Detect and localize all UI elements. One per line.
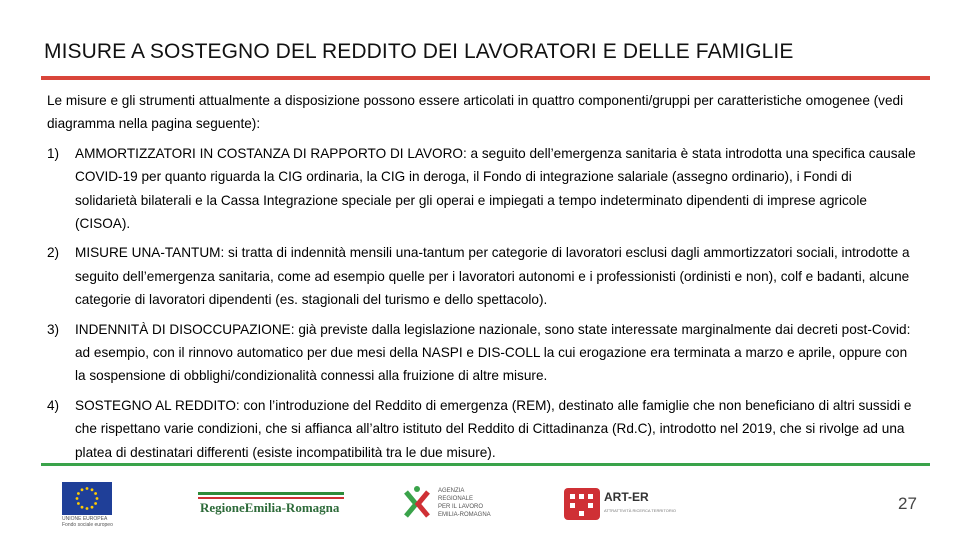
arter-logo-text: ART-ER: [604, 490, 649, 504]
art-er-logo: [564, 484, 676, 524]
agenzia-lavoro-logo: [402, 484, 512, 524]
slide-body: [47, 89, 917, 470]
agenzia-line: REGIONALE: [438, 496, 474, 502]
list-item: [47, 318, 917, 388]
title-divider: [41, 76, 930, 80]
eu-caption: UNIONE EUROPEA Fondo sociale europeo: [62, 516, 113, 528]
footer-divider: [41, 463, 930, 466]
item-separator: :: [462, 145, 467, 161]
page-title: MISURE A SOSTEGNO DEL REDDITO DEI LAVORATORI E DELLE FAMIGLIE: [44, 40, 794, 63]
agenzia-line: EMILIA-ROMAGNA: [438, 512, 491, 518]
agenzia-line: AGENZIA: [438, 488, 465, 494]
rer-logo-text: RegioneEmilia-Romagna: [200, 500, 340, 515]
eu-flag-icon: [62, 482, 112, 515]
regione-emilia-romagna-logo: [198, 492, 346, 514]
item-heading: MISURE UNA-TANTUM: [75, 245, 221, 261]
item-separator: :: [220, 245, 225, 261]
agenzia-line: PER IL LAVORO: [438, 504, 484, 510]
measures-list: [47, 142, 917, 464]
item-heading: INDENNITÀ DI DISOCCUPAZIONE: [75, 321, 291, 337]
item-number: 1): [47, 145, 60, 161]
item-text: si tratta di indennità mensili una-tantum per categorie di lavoratori esclusi dagli ammortizzatori sociali, introdotte a seguito dell’emergenza sanitaria, come ad esempio quelle per i lavoratori autonomi e i professionisti (ordinisti e non), colf e badanti, alcune categorie di lavoratori dipendenti (es. stagionali del turismo e dello spettacolo).: [75, 245, 910, 308]
list-item: [47, 142, 917, 236]
item-separator: :: [290, 321, 295, 337]
item-text: già previste dalla legislazione nazionale, sono state interessate marginalmente dai decreti post-Covid: ad esempio, con il rinnovo automatico per due mesi della NASPI e DIS-COLL la cui erogazione era terminata a marzo e aprile, oppure con la sospensione di obblighi/condizionalità connessi alla fruizione di altre misure.: [75, 321, 911, 384]
item-heading: SOSTEGNO AL REDDITO: [75, 397, 236, 413]
item-text: con l’introduzione del Reddito di emergenza (REM), destinato alle famiglie che non beneficiano di altri sussidi e che rispettano varie condizioni, che si affianca all’altro istituto del Reddito di Cittadinanza (Rd.C), introdotto nel 2019, che si rivolge ad una platea di destinatari differenti (esiste incompatibilità tra le due misure).: [75, 397, 912, 460]
list-item: [47, 394, 917, 464]
item-heading: AMMORTIZZATORI IN COSTANZA DI RAPPORTO DI LAVORO: [75, 145, 463, 161]
item-separator: :: [235, 397, 240, 413]
item-number: 3): [47, 321, 60, 337]
item-number: 4): [47, 397, 60, 413]
item-number: 2): [47, 245, 60, 261]
list-item: [47, 241, 917, 311]
arter-sub-text: ATTRATTIVITÀ RICERCA TERRITORIO: [604, 508, 676, 513]
item-text: a seguito dell’emergenza sanitaria è stata introdotta una specifica causale COVID-19 per quanto riguarda la CIG ordinaria, la CIG in deroga, il Fondo di integrazione salariale (assegno ordinario), i Fondi di solidarietà bilaterali e la Cassa Integrazione speciale per gli operai e impiegati a tempo indeterminato dipendenti di imprese agricole (CISOA).: [75, 145, 916, 232]
intro-paragraph: Le misure e gli strumenti attualmente a disposizione possono essere articolati in quattro componenti/gruppi per caratteristiche omogenee (vedi diagramma nella pagina seguente):: [47, 93, 904, 132]
page-number: 27: [898, 494, 917, 513]
